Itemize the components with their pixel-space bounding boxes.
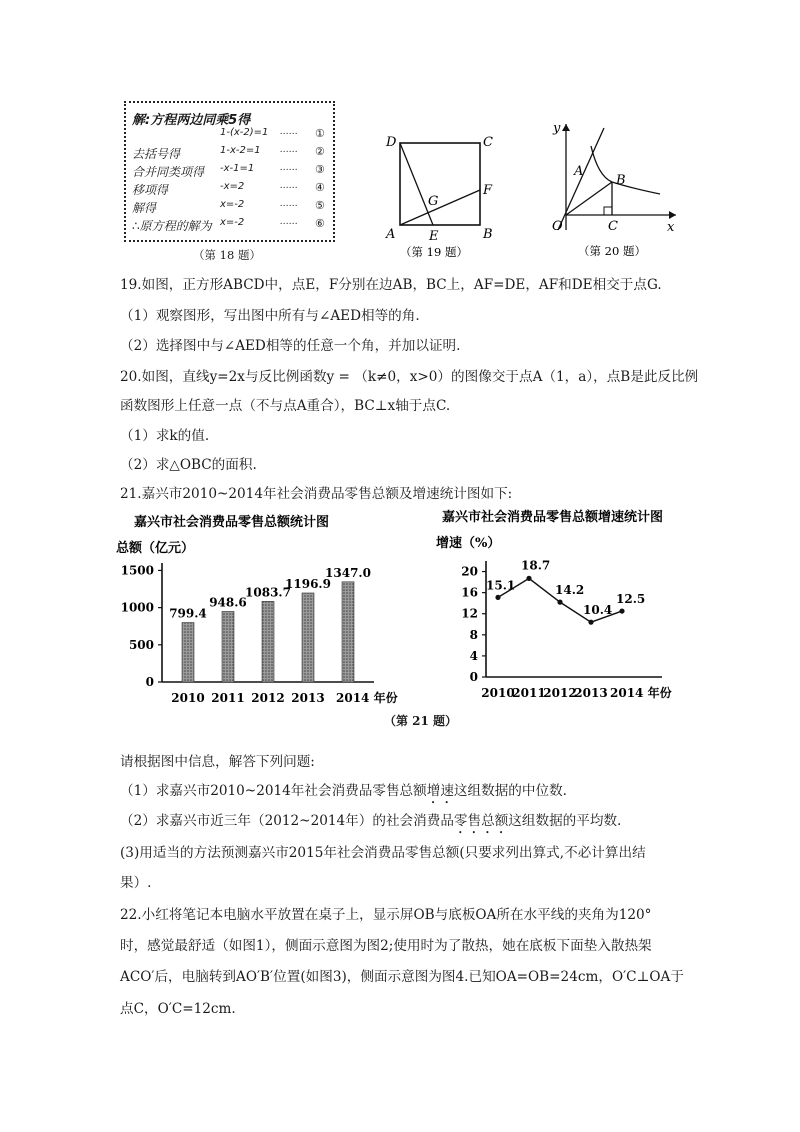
- line-x-tick-label: 2010: [481, 686, 515, 700]
- bar-x-tick-label: 2014 年份: [336, 691, 398, 705]
- bar-value-label: 799.4: [169, 606, 207, 621]
- q19-stem: 19.如图，正方形ABCD中，点E，F分别在边AB，BC上，AF=DE，AF和DE相交于点G.: [120, 277, 662, 293]
- label-b: B: [483, 227, 493, 242]
- line-chart-title: 嘉兴市社会消费品零售总额增速统计图: [442, 510, 664, 525]
- label-c: C: [483, 135, 493, 150]
- label-f: F: [483, 183, 493, 198]
- line-value-label: 10.4: [583, 603, 613, 618]
- line-chart-ylabel: 增速（%）: [436, 536, 501, 551]
- bar-x-tick-label: 2011: [211, 691, 245, 705]
- line-value-label: 14.2: [555, 583, 585, 598]
- q21-part3-line1: (3)用适当的方法预测嘉兴市2015年社会消费品零售总额(只要求列出算式,不必计算出结: [120, 845, 646, 861]
- label-c: C: [608, 219, 618, 234]
- bar-y-tick-label: 1000: [120, 600, 154, 615]
- fig18-row: 合并同类项得 -x-1=1 …… ③: [132, 163, 325, 179]
- q19-part1: （1）观察图形，写出图中所有与∠AED相等的角.: [120, 308, 420, 324]
- bar-y-tick-label: 0: [145, 675, 154, 689]
- q22-line1: 22.小红将笔记本电脑水平放置在桌子上，显示屏OB与底板OA所在水平线的夹角为120°: [120, 907, 652, 923]
- line-y-tick-label: 16: [461, 585, 478, 600]
- q19-part2: （2）选择图中与∠AED相等的任意一个角，并加以证明.: [120, 338, 461, 354]
- fig18-row: 去括号得 1-x-2=1 …… ②: [132, 145, 325, 161]
- q22-line3: ACO′后，电脑转到AO′B′位置(如图3)，侧面示意图为图4.已知OA=OB=24cm，O′C⊥OA于: [120, 969, 684, 985]
- line-x-tick-label: 2014 年份: [610, 686, 672, 700]
- line-value-label: 18.7: [521, 558, 551, 573]
- bar: [342, 582, 354, 682]
- bar: [262, 601, 274, 682]
- data-point: [588, 620, 593, 625]
- line-value-label: 12.5: [616, 592, 646, 607]
- bar: [222, 611, 234, 682]
- bar: [182, 623, 194, 682]
- bar-x-tick-label: 2012: [251, 691, 285, 705]
- fig18-title: 解:方程两边同乘5得: [132, 113, 251, 128]
- line-x-tick-label: 2011: [512, 686, 546, 700]
- bar-y-tick-label: 500: [128, 637, 154, 652]
- q20-part2: （2）求△OBC的面积.: [120, 457, 257, 473]
- line-chart: [434, 505, 694, 710]
- q20-stem-line2: 函数图形上任意一点（不与点A重合），BC⊥x轴于点C.: [120, 398, 451, 414]
- data-point: [495, 595, 500, 600]
- line-x-tick-label: 2013: [574, 686, 608, 700]
- fig18-row: ∴原方程的解为 x=-2 …… ⑥: [132, 217, 325, 233]
- line-value-label: 15.1: [486, 578, 516, 593]
- fig20-caption: （第 20 题）: [578, 244, 646, 258]
- bar-chart-title: 嘉兴市社会消费品零售总额统计图: [134, 515, 330, 530]
- line-y-tick-label: 8: [469, 627, 478, 642]
- bar-y-tick-label: 1500: [120, 563, 154, 578]
- label-o: O: [552, 219, 563, 234]
- line-y-tick-label: 20: [461, 564, 478, 579]
- data-point: [619, 608, 624, 613]
- fig18-row: 移项得 -x=2 …… ④: [132, 181, 325, 197]
- line-y-tick-label: 12: [461, 606, 478, 621]
- label-a: A: [386, 227, 396, 242]
- q22-line2: 时，感觉最舒适（如图1），侧面示意图为图2;使用时为了散热，她在底板下面垫入散热架: [120, 938, 652, 954]
- bar-value-label: 948.6: [209, 595, 247, 610]
- q22-line4: 点C，O′C=12cm.: [120, 1001, 236, 1017]
- label-e: E: [429, 229, 439, 244]
- q20-stem-line1: 20.如图，直线y=2x与反比例函数y = （k≠0，x>0）的图像交于点A（1，a），点B是此反比例: [120, 369, 699, 385]
- figure-18: [124, 101, 335, 242]
- bar: [302, 593, 314, 682]
- label-a: A: [574, 164, 584, 179]
- q21-part1: （1）求嘉兴市2010~2014年社会消费品零售总额增速这组数据的中位数.: [120, 783, 567, 799]
- bar-value-label: 1347.0: [325, 565, 371, 580]
- data-point: [557, 600, 562, 605]
- bar-chart: [112, 508, 412, 718]
- q21-part2: （2）求嘉兴市近三年（2012~2014年）的社会消费品零售总额这组数据的平均数.: [120, 813, 622, 829]
- bar-x-tick-label: 2013: [291, 691, 325, 705]
- bar-chart-ylabel: 总额（亿元）: [116, 541, 195, 556]
- right-angle-mark: [604, 207, 612, 215]
- bar-x-tick-label: 2010: [171, 691, 205, 705]
- square-abcd: [400, 143, 480, 225]
- data-point: [526, 576, 531, 581]
- fig18-rows: [132, 127, 332, 235]
- q21-stem: 21.嘉兴市2010~2014年社会消费品零售总额及增速统计图如下:: [120, 486, 513, 502]
- figure-19: [378, 128, 508, 263]
- bar-value-label: 1083.7: [245, 585, 291, 600]
- q21-caption: （第 21 题）: [384, 714, 458, 728]
- q21-intro: 请根据图中信息，解答下列问题:: [120, 754, 315, 770]
- label-d: D: [386, 135, 397, 150]
- label-g: G: [428, 194, 439, 209]
- fig18-caption: （第 18 题）: [193, 248, 261, 262]
- q20-part1: （1）求k的值.: [120, 428, 210, 444]
- line-y-tick-label: 0: [469, 670, 478, 684]
- fig18-row: 解得 x=-2 …… ⑤: [132, 199, 325, 215]
- segment-af: [400, 190, 480, 225]
- label-b: B: [616, 173, 626, 188]
- figure-20: [536, 118, 686, 263]
- line-y-tick-label: 4: [469, 648, 478, 663]
- fig19-caption: （第 19 题）: [400, 245, 468, 259]
- q21-part3-line2: 果）.: [120, 875, 152, 891]
- bar-value-label: 1196.9: [285, 576, 331, 591]
- label-x: x: [667, 220, 675, 235]
- fig18-row: 1-(x-2)=1 …… ①: [220, 127, 325, 140]
- label-y: y: [553, 121, 561, 136]
- line-x-tick-label: 2012: [543, 686, 577, 700]
